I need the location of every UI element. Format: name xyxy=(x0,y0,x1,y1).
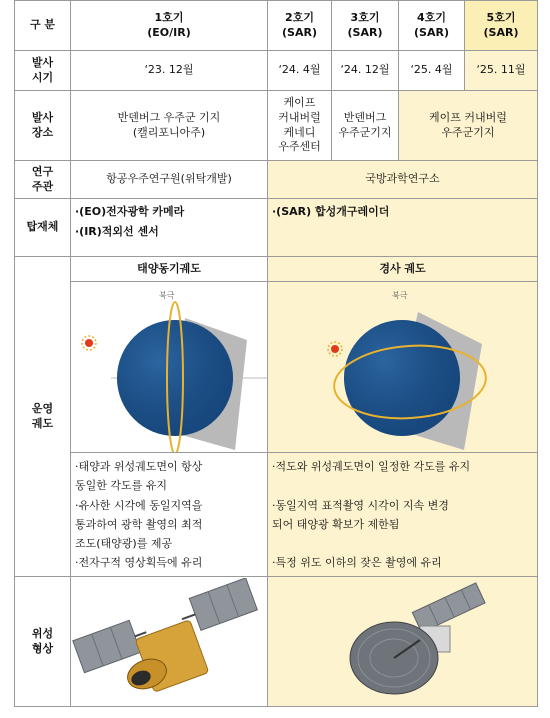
sun-icon xyxy=(82,336,96,350)
header-label: 구 분 xyxy=(15,1,71,51)
header-col-4 xyxy=(399,1,465,51)
shape-label: 위성 형상 xyxy=(15,577,71,707)
orbit-right-point xyxy=(272,534,537,553)
header-col-1 xyxy=(71,1,268,51)
launch-time-2: ‘24. 4월 xyxy=(268,51,332,91)
launch-time-5: ‘25. 11월 xyxy=(465,51,538,91)
launch-site-45: 케이프 커내버럴 우주군기지 xyxy=(399,91,538,161)
inclined-orbit-diagram xyxy=(268,282,538,452)
orbit-left-point: 조도(태양광)를 제공 xyxy=(75,537,173,550)
shape-sar-cell xyxy=(268,577,538,707)
header-col-4-type: (SAR) xyxy=(414,25,449,39)
orbit-right-title: 경사 궤도 xyxy=(268,257,537,282)
orbit-left-point: ·전자구적 영상획득에 유리 xyxy=(75,556,203,570)
header-col-1-type: (EO/IR) xyxy=(147,25,191,39)
agency-1: 항공우주연구원(위탁개발) xyxy=(71,161,268,199)
orbit-left-point: ·태양과 위성궤도면이 항상 xyxy=(75,460,203,473)
launch-time-label: 발사 시기 xyxy=(15,51,71,91)
launch-time-3: ‘24. 12월 xyxy=(332,51,399,91)
orbit-right-point: ·적도와 위성궤도면이 일정한 각도를 유지 xyxy=(272,460,471,473)
launch-time-4: ‘25. 4월 xyxy=(399,51,465,91)
orbit-left-point: 동일한 각도를 유지 xyxy=(75,479,168,493)
launch-time-row xyxy=(15,51,538,91)
header-col-3-name: 3호기 xyxy=(350,10,380,24)
north-pole-label: 북극 xyxy=(159,291,175,300)
satellite-spec-table xyxy=(14,0,538,707)
header-col-2 xyxy=(268,1,332,51)
orbit-left-cell xyxy=(71,257,268,577)
launch-site-label: 발사 장소 xyxy=(15,91,71,161)
sun-icon xyxy=(328,342,342,356)
launch-site-3: 반덴버그 우주군기지 xyxy=(332,91,399,161)
shape-row xyxy=(15,577,538,707)
agency-row xyxy=(15,161,538,199)
solar-panel-right xyxy=(189,578,257,630)
solar-panel xyxy=(412,582,485,632)
orbit-row xyxy=(15,257,538,577)
payload-25: ·(SAR) 합성개구레이더 xyxy=(268,199,538,257)
agency-25: 국방과학연구소 xyxy=(268,161,538,199)
eo-ir-satellite-image xyxy=(71,578,268,706)
orbit-left-point: ·유사한 시각에 동일지역을 xyxy=(75,498,203,512)
header-col-2-name: 2호기 xyxy=(285,10,314,24)
orbit-right-point: 되어 태양광 확보가 제한됨 xyxy=(272,517,400,531)
sar-satellite-image xyxy=(268,578,538,706)
header-col-5-type: (SAR) xyxy=(483,25,519,39)
orbit-right-cell xyxy=(268,257,538,577)
orbit-label: 운영 궤도 xyxy=(15,257,71,577)
orbit-right-point: ·특정 위도 이하의 잦은 촬영에 유리 xyxy=(272,556,442,570)
orbit-left-points xyxy=(71,452,267,573)
orbit-right-points xyxy=(268,452,537,573)
header-col-4-name: 4호기 xyxy=(417,10,446,24)
payload-eo: ·(EO)전자광학 카메라 xyxy=(75,205,185,218)
earth-shading xyxy=(117,320,233,436)
launch-site-2: 케이프 커내버럴 케네디 우주센터 xyxy=(268,91,332,161)
header-col-3-type: (SAR) xyxy=(347,25,383,39)
orbit-right-point: ·동일지역 표적촬영 시각이 지속 변경 xyxy=(272,498,449,512)
payload-label: 탑재체 xyxy=(15,199,71,257)
header-col-3 xyxy=(332,1,399,51)
shape-eo-cell xyxy=(71,577,268,707)
payload-row xyxy=(15,199,538,257)
header-col-2-type: (SAR) xyxy=(282,25,317,39)
agency-label: 연구 주관 xyxy=(15,161,71,199)
orbit-left-title: 태양동기궤도 xyxy=(71,257,267,282)
north-pole-label: 북극 xyxy=(392,291,408,300)
header-row xyxy=(15,1,538,51)
launch-site-row xyxy=(15,91,538,161)
payload-ir: ·(IR)적외선 센서 xyxy=(75,224,159,238)
sun-synchronous-orbit-diagram xyxy=(71,282,268,452)
header-col-1-name: 1호기 xyxy=(154,10,184,24)
header-col-5 xyxy=(465,1,538,51)
launch-site-1: 반덴버그 우주군 기지 (캘리포니아주) xyxy=(71,91,268,161)
orbit-left-point: 통과하여 광학 촬영의 최적 xyxy=(75,517,203,531)
solar-panel-left xyxy=(73,620,141,672)
payload-1 xyxy=(71,199,268,257)
orbit-right-point xyxy=(272,476,537,495)
header-col-5-name: 5호기 xyxy=(486,10,516,24)
launch-time-1: ‘23. 12월 xyxy=(71,51,268,91)
